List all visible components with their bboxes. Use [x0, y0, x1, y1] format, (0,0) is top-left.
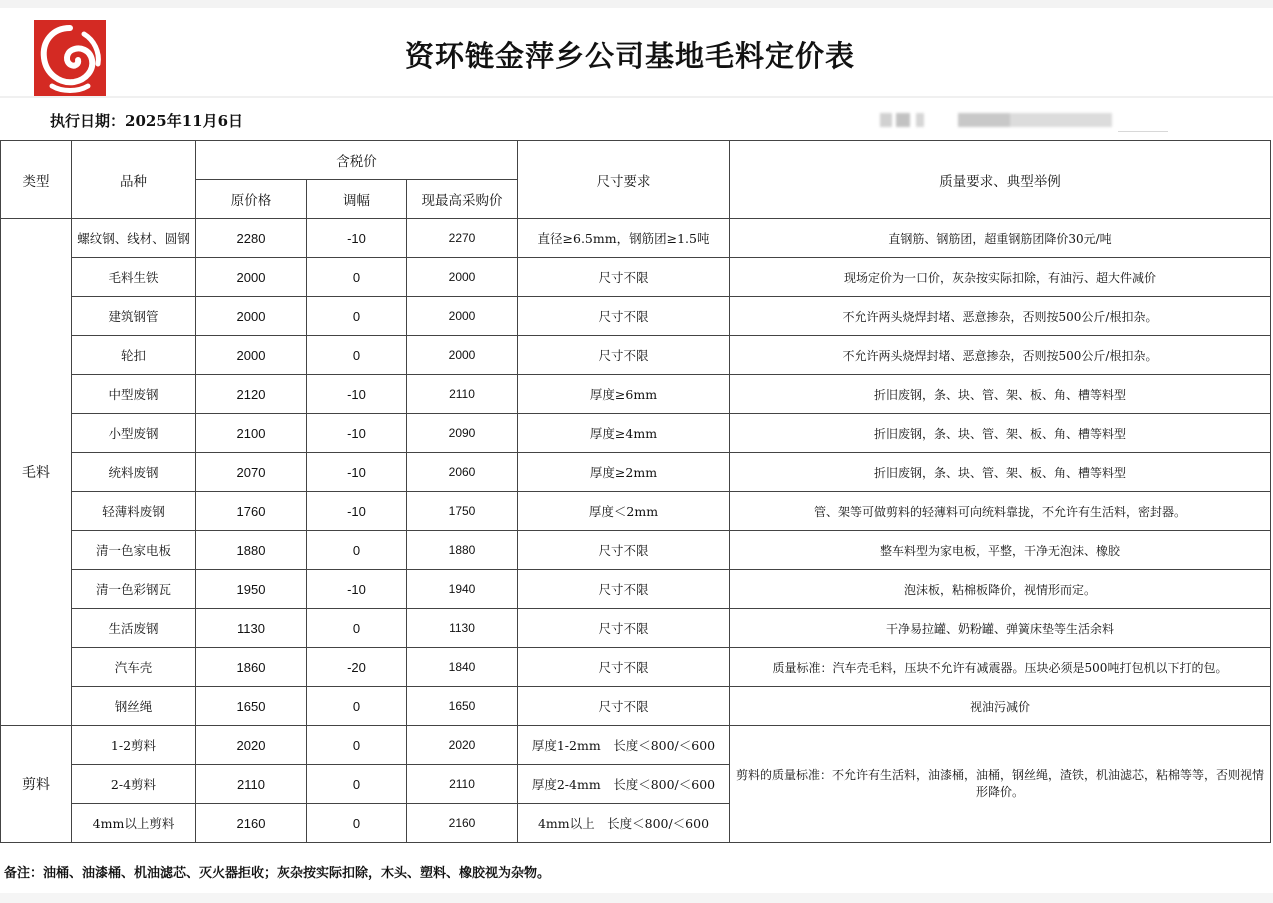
variety-cell: 建筑钢管 — [72, 297, 196, 336]
current-price-cell: 1880 — [407, 531, 518, 570]
adjust-cell: -10 — [307, 219, 407, 258]
orig-price-cell: 2110 — [196, 765, 307, 804]
table-row — [1, 297, 1271, 336]
current-price-cell: 1130 — [407, 609, 518, 648]
table-row — [1, 648, 1271, 687]
adjust-cell: 0 — [307, 336, 407, 375]
adjust-cell: -10 — [307, 570, 407, 609]
current-price-cell: 2000 — [407, 297, 518, 336]
size-cell: 厚度≥6mm — [518, 375, 730, 414]
size-cell: 厚度≥4mm — [518, 414, 730, 453]
table-row — [1, 375, 1271, 414]
size-cell: 厚度≥2mm — [518, 453, 730, 492]
table-row — [1, 609, 1271, 648]
table-row — [1, 219, 1271, 258]
table-row — [1, 492, 1271, 531]
header-variety: 品种 — [72, 141, 196, 219]
variety-cell: 4mm以上剪料 — [72, 804, 196, 843]
header-orig-price: 原价格 — [196, 180, 307, 219]
variety-cell: 小型废钢 — [72, 414, 196, 453]
current-price-cell: 1650 — [407, 687, 518, 726]
table-row — [1, 726, 1271, 765]
table-row — [1, 531, 1271, 570]
quality-cell: 管、架等可做剪料的轻薄料可向统料靠拢，不允许有生活料，密封器。 — [730, 492, 1271, 531]
table-row — [1, 258, 1271, 297]
footnote: 备注：油桶、油漆桶、机油滤芯、灭火器拒收；灰杂按实际扣除，木头、塑料、橡胶视为杂物。 — [4, 866, 551, 881]
quality-cell: 现场定价为一口价，灰杂按实际扣除，有油污、超大件减价 — [730, 258, 1271, 297]
effective-date: 执行日期：2025年11月6日 — [50, 112, 244, 130]
quality-cell: 剪料的质量标准：不允许有生活料，油漆桶，油桶，钢丝绳，渣铁，机油滤芯，粘棉等等，否则视情形降价。 — [730, 726, 1271, 843]
size-cell: 尺寸不限 — [518, 609, 730, 648]
size-cell: 尺寸不限 — [518, 687, 730, 726]
price-table — [0, 140, 1271, 843]
top-margin — [0, 0, 1273, 8]
current-price-cell: 2000 — [407, 258, 518, 297]
variety-cell: 轻薄料废钢 — [72, 492, 196, 531]
variety-cell: 毛料生铁 — [72, 258, 196, 297]
adjust-cell: 0 — [307, 609, 407, 648]
current-price-cell: 2110 — [407, 375, 518, 414]
size-cell: 4mm以上 长度＜800/＜600 — [518, 804, 730, 843]
redacted-text — [880, 113, 1112, 127]
adjust-cell: 0 — [307, 765, 407, 804]
header-size: 尺寸要求 — [518, 141, 730, 219]
bottom-margin — [0, 893, 1273, 903]
orig-price-cell: 1760 — [196, 492, 307, 531]
adjust-cell: -20 — [307, 648, 407, 687]
size-cell: 尺寸不限 — [518, 570, 730, 609]
current-price-cell: 2270 — [407, 219, 518, 258]
orig-price-cell: 1950 — [196, 570, 307, 609]
category-cell: 毛料 — [1, 219, 72, 726]
size-cell: 尺寸不限 — [518, 297, 730, 336]
size-cell: 尺寸不限 — [518, 336, 730, 375]
header-quality: 质量要求、典型举例 — [730, 141, 1271, 219]
current-price-cell: 2110 — [407, 765, 518, 804]
orig-price-cell: 2120 — [196, 375, 307, 414]
variety-cell: 轮扣 — [72, 336, 196, 375]
current-price-cell: 2160 — [407, 804, 518, 843]
quality-cell: 质量标准：汽车壳毛料，压块不允许有减震器。压块必须是500吨打包机以下打的包。 — [730, 648, 1271, 687]
variety-cell: 1-2剪料 — [72, 726, 196, 765]
adjust-cell: 0 — [307, 804, 407, 843]
header-tax-price: 含税价 — [196, 141, 518, 180]
quality-cell: 折旧废钢，条、块、管、架、板、角、槽等料型 — [730, 453, 1271, 492]
orig-price-cell: 2280 — [196, 219, 307, 258]
quality-cell: 泡沫板，粘棉板降价，视情形而定。 — [730, 570, 1271, 609]
current-price-cell: 1940 — [407, 570, 518, 609]
table-row — [1, 687, 1271, 726]
quality-cell: 干净易拉罐、奶粉罐、弹簧床垫等生活余料 — [730, 609, 1271, 648]
adjust-cell: 0 — [307, 726, 407, 765]
current-price-cell: 2060 — [407, 453, 518, 492]
size-cell: 尺寸不限 — [518, 531, 730, 570]
variety-cell: 钢丝绳 — [72, 687, 196, 726]
quality-cell: 不允许两头烧焊封堵、恶意掺杂，否则按500公斤/根扣杂。 — [730, 336, 1271, 375]
adjust-cell: -10 — [307, 453, 407, 492]
orig-price-cell: 1130 — [196, 609, 307, 648]
page-title: 资环链金萍乡公司基地毛料定价表 — [404, 39, 855, 73]
current-price-cell: 1840 — [407, 648, 518, 687]
orig-price-cell: 1650 — [196, 687, 307, 726]
adjust-cell: 0 — [307, 297, 407, 336]
variety-cell: 统料废钢 — [72, 453, 196, 492]
orig-price-cell: 2100 — [196, 414, 307, 453]
size-cell: 厚度2-4mm 长度＜800/＜600 — [518, 765, 730, 804]
header-type: 类型 — [1, 141, 72, 219]
variety-cell: 螺纹钢、线材、圆钢 — [72, 219, 196, 258]
table-row — [1, 414, 1271, 453]
current-price-cell: 2020 — [407, 726, 518, 765]
header-adjust: 调幅 — [307, 180, 407, 219]
adjust-cell: 0 — [307, 531, 407, 570]
variety-cell: 2-4剪料 — [72, 765, 196, 804]
quality-cell: 折旧废钢，条、块、管、架、板、角、槽等料型 — [730, 375, 1271, 414]
adjust-cell: -10 — [307, 375, 407, 414]
orig-price-cell: 1860 — [196, 648, 307, 687]
orig-price-cell: 2000 — [196, 297, 307, 336]
orig-price-cell: 2000 — [196, 258, 307, 297]
size-cell: 厚度＜2mm — [518, 492, 730, 531]
quality-cell: 直钢筋、钢筋团，超重钢筋团降价30元/吨 — [730, 219, 1271, 258]
table-row — [1, 336, 1271, 375]
variety-cell: 清一色彩钢瓦 — [72, 570, 196, 609]
orig-price-cell: 2070 — [196, 453, 307, 492]
adjust-cell: 0 — [307, 687, 407, 726]
quality-cell: 整车料型为家电板，平整，干净无泡沫、橡胶 — [730, 531, 1271, 570]
size-cell: 尺寸不限 — [518, 648, 730, 687]
current-price-cell: 2090 — [407, 414, 518, 453]
adjust-cell: -10 — [307, 414, 407, 453]
adjust-cell: 0 — [307, 258, 407, 297]
current-price-cell: 2000 — [407, 336, 518, 375]
category-cell: 剪料 — [1, 726, 72, 843]
table-row — [1, 453, 1271, 492]
variety-cell: 中型废钢 — [72, 375, 196, 414]
quality-cell: 折旧废钢，条、块、管、架、板、角、槽等料型 — [730, 414, 1271, 453]
orig-price-cell: 2160 — [196, 804, 307, 843]
orig-price-cell: 2020 — [196, 726, 307, 765]
variety-cell: 生活废钢 — [72, 609, 196, 648]
current-price-cell: 1750 — [407, 492, 518, 531]
size-cell: 尺寸不限 — [518, 258, 730, 297]
variety-cell: 汽车壳 — [72, 648, 196, 687]
orig-price-cell: 2000 — [196, 336, 307, 375]
table-row — [1, 570, 1271, 609]
size-cell: 厚度1-2mm 长度＜800/＜600 — [518, 726, 730, 765]
orig-price-cell: 1880 — [196, 531, 307, 570]
size-cell: 直径≥6.5mm，钢筋团≥1.5吨 — [518, 219, 730, 258]
quality-cell: 不允许两头烧焊封堵、恶意掺杂，否则按500公斤/根扣杂。 — [730, 297, 1271, 336]
variety-cell: 清一色家电板 — [72, 531, 196, 570]
divider — [0, 96, 1273, 98]
adjust-cell: -10 — [307, 492, 407, 531]
company-logo-icon — [34, 20, 106, 96]
divider — [1118, 131, 1168, 132]
header-current-price: 现最高采购价 — [407, 180, 518, 219]
quality-cell: 视油污减价 — [730, 687, 1271, 726]
